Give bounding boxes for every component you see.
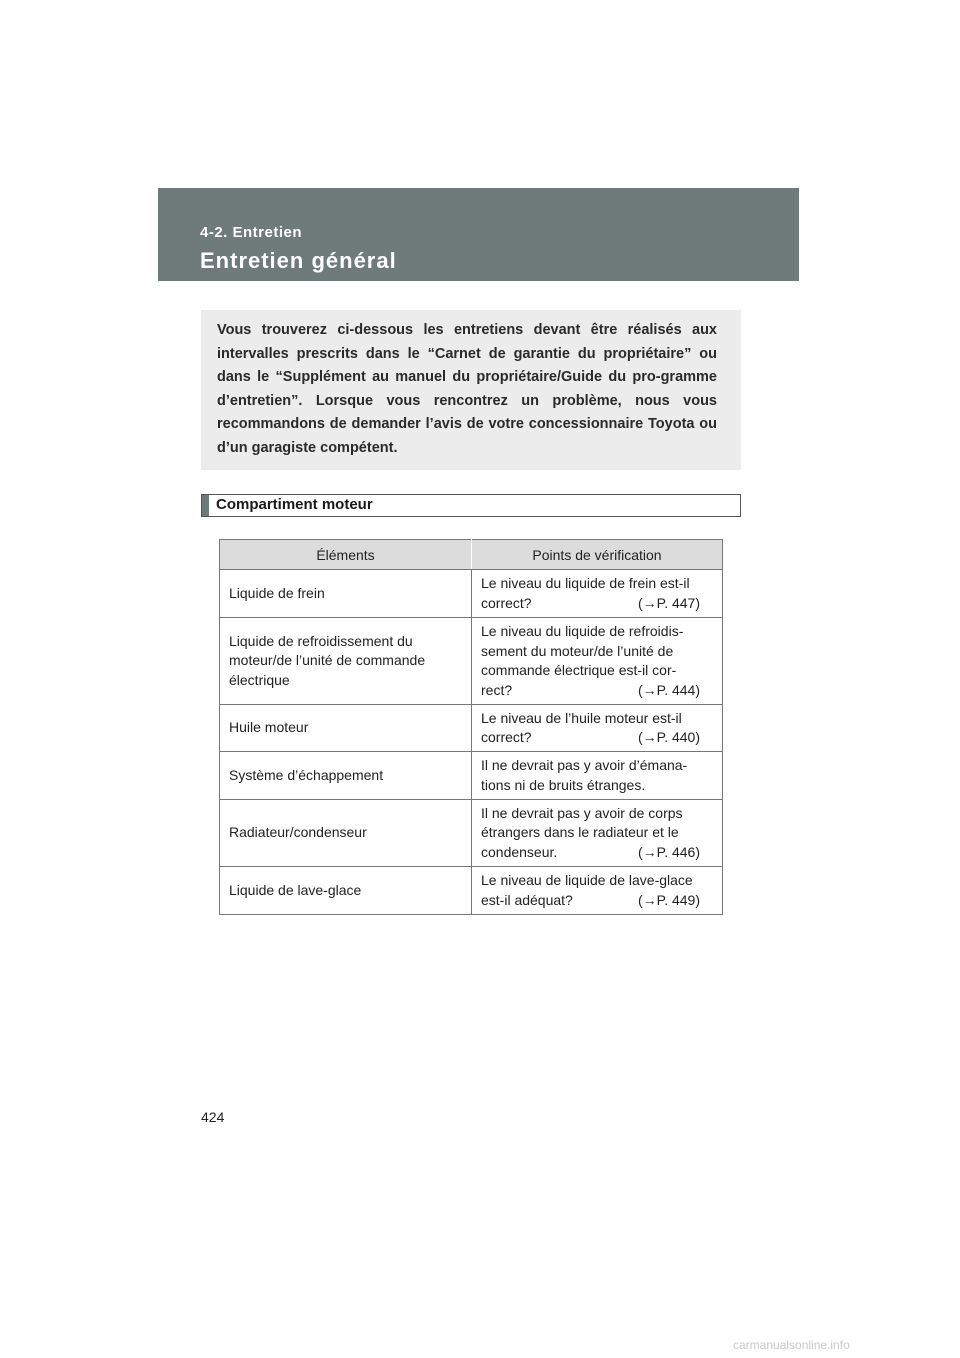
check-line: sement du moteur/de l’unité de [481,642,674,659]
table-cell-check [472,618,723,705]
check-line: correct? [481,594,532,611]
chapter-header [158,188,799,281]
intro-text: Vous trouverez ci-dessous les entretiens devant être réalisés aux intervalles prescrits dans le “Carnet de garantie du propriétaire” ou dans le “Supplément au manuel du propriétaire/Guide du pro-gramme d’entretien”. Lorsque vous rencontrez un problème, nous vous recommandons de demander l’avis de votre concessionnaire Toyota ou d’un garagiste compétent. [217,322,717,456]
table-cell-element [220,618,472,705]
check-line: Le niveau de l’huile moteur est-il [481,709,682,726]
table-cell-check [472,570,723,618]
section-label: 4-2. Entretien [200,224,303,241]
table-header-checks: Points de vérification [472,540,723,570]
subsection-accent-bar [202,495,209,516]
page-number: 424 [201,1109,225,1125]
table-row [220,705,723,752]
table-cell-element: Système d’échappement [220,752,472,800]
check-line: condenseur. [481,843,558,860]
check-line: étrangers dans le radiateur et le [481,824,679,841]
intro-box [201,310,741,470]
check-line: Le niveau de liquide de lave-glace [481,872,693,888]
check-last-line [481,843,700,863]
table-row [220,570,723,618]
table-cell-check [472,705,723,752]
check-last-line [481,681,700,701]
table-row [220,618,723,705]
check-line: Il ne devrait pas y avoir de corps [481,804,683,821]
page-reference: (→P. 447) [638,594,700,611]
table-cell-check [472,752,723,800]
table-row [220,867,723,915]
table-row [220,752,723,800]
check-line: Il ne devrait pas y avoir d’émana- [481,757,688,773]
page-reference: (→P. 446) [638,843,700,860]
element-text: Liquide de refroidissement du moteur/de l’unité de commande électrique [229,632,426,688]
check-last-line [481,728,700,748]
watermark-text: carmanualsonline.info [733,1338,850,1352]
check-line: est-il adéquat? [481,891,573,908]
table-cell-check [472,867,723,915]
page-reference: (→P. 444) [638,681,700,698]
page-reference: (→P. 440) [638,729,700,745]
table-header-row [220,540,723,570]
check-line: Le niveau du liquide de refroidis- [481,623,684,639]
table-cell-element: Radiateur/condenseur [220,800,472,867]
check-last-line [481,891,700,911]
check-last-line [481,594,700,614]
subsection-header [201,494,741,517]
check-line: correct? [481,729,532,745]
maintenance-table [219,539,723,915]
table-header-elements: Éléments [220,540,472,570]
page-title: Entretien général [200,248,397,273]
check-line: tions ni de bruits étranges. [481,776,646,793]
table-row [220,800,723,867]
table-cell-element: Huile moteur [220,705,472,752]
subsection-title: Compartiment moteur [216,496,373,513]
table-cell-element: Liquide de lave-glace [220,867,472,915]
table-cell-element: Liquide de frein [220,570,472,618]
page-reference: (→P. 449) [638,891,700,908]
table-cell-check [472,800,723,867]
check-line: rect? [481,681,513,698]
check-line: commande électrique est-il cor- [481,662,677,678]
check-line: Le niveau du liquide de frein est-il [481,575,690,591]
